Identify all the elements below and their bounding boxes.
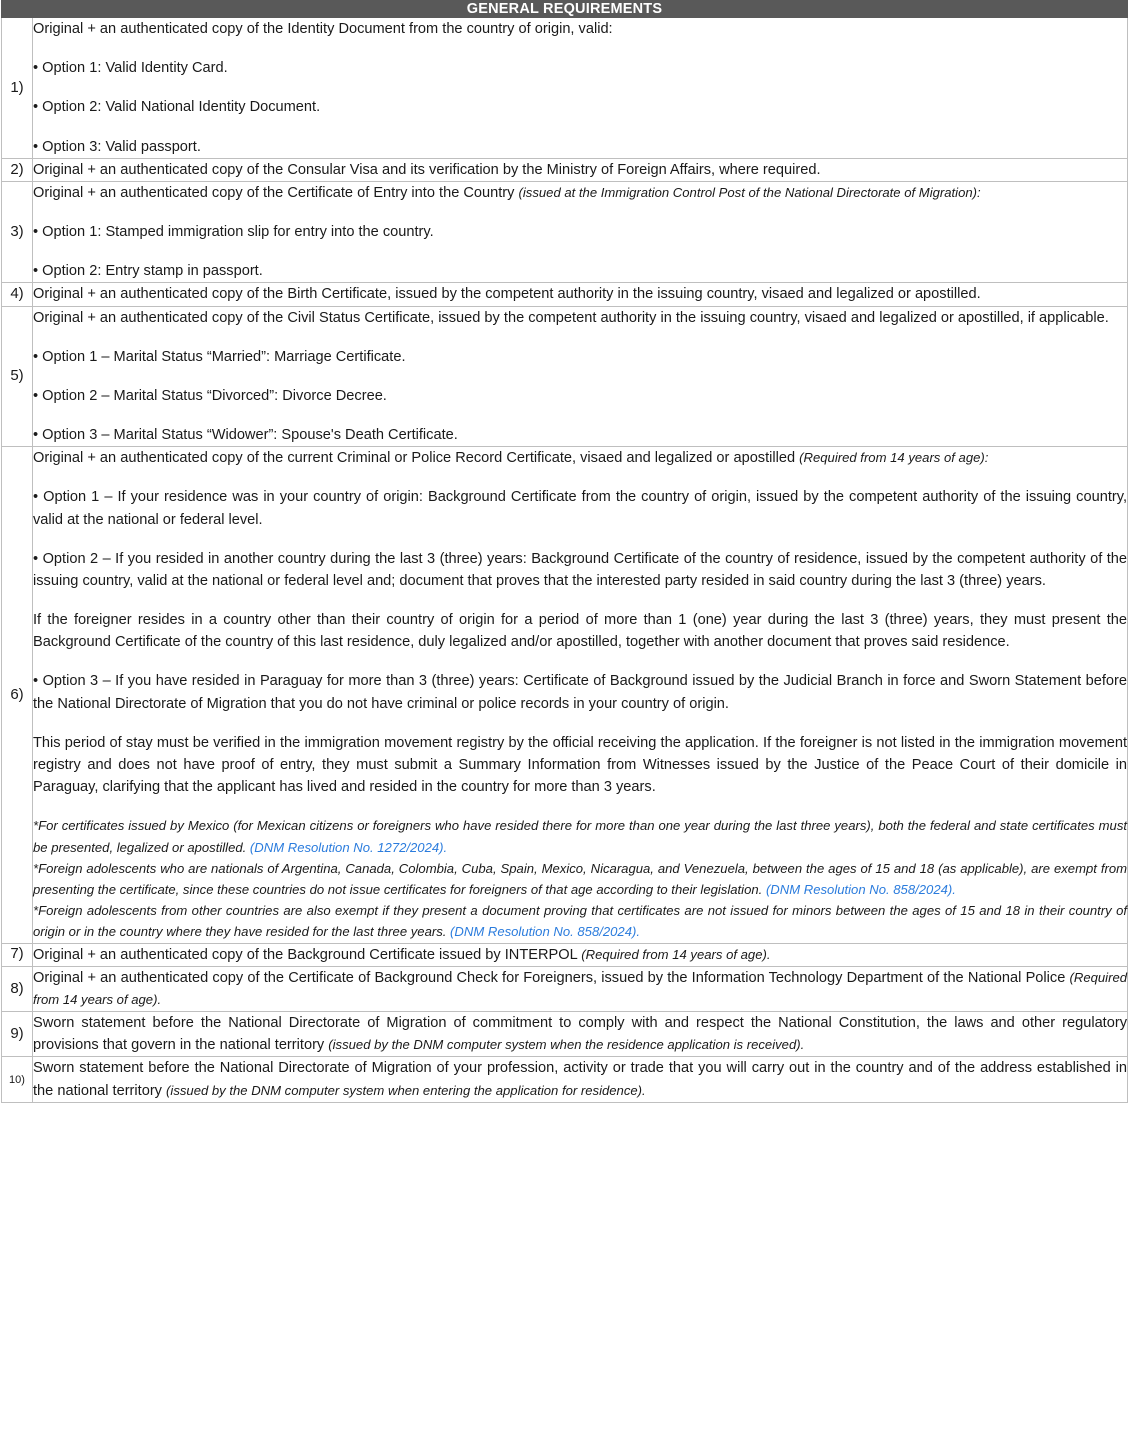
row-number: 4) xyxy=(2,283,33,306)
row-content xyxy=(33,306,1128,447)
table-title: GENERAL REQUIREMENTS xyxy=(2,1,1128,18)
paragraph-text: • Option 2 – Marital Status “Divorced”: Divorce Decree. xyxy=(33,387,387,404)
row-number: 9) xyxy=(2,1012,33,1057)
requirement-paragraph xyxy=(33,944,1127,966)
paragraph-text: • Option 1 – If your residence was in your country of origin: Background Certificate from the country of origin, issued by the competent authority of the issuing country, valid at the national or federal level. xyxy=(33,489,1128,528)
row-number: 1) xyxy=(2,18,33,159)
requirement-paragraph xyxy=(33,283,1127,305)
requirement-paragraph xyxy=(33,609,1127,653)
requirement-paragraph xyxy=(33,486,1127,530)
row-content xyxy=(33,447,1128,943)
row-content xyxy=(33,1057,1128,1102)
paragraph-text: • Option 3 – Marital Status “Widower”: Spouse's Death Certificate. xyxy=(33,427,458,444)
row-content xyxy=(33,18,1128,159)
footnote xyxy=(33,858,1127,900)
footnote-text: *For certificates issued by Mexico (for Mexican citizens or foreigners who have resided there for more than one year during the last three years), both the federal and state certificates must be presented, legalized or apostilled. xyxy=(33,818,1128,855)
footnote-text: *Foreign adolescents from other countries are also exempt if they present a document proving that certificates are not issued for minors between the ages of 15 and 18 in their country of origin or in the country where they have resided for the last three years. xyxy=(33,903,1128,940)
resolution-link[interactable]: (DNM Resolution No. 1272/2024). xyxy=(249,839,448,855)
footnote xyxy=(33,900,1127,942)
requirements-table xyxy=(1,0,1128,1103)
paragraph-text: • Option 2: Entry stamp in passport. xyxy=(33,263,263,280)
table-row xyxy=(2,1012,1128,1057)
row-content xyxy=(33,943,1128,966)
paragraph-text: Original + an authenticated copy of the current Criminal or Police Record Certificate, visaed and legalized or apostilled xyxy=(33,450,800,467)
requirement-paragraph xyxy=(33,670,1127,714)
table-row xyxy=(2,181,1128,283)
paragraph-text: • Option 2: Valid National Identity Document. xyxy=(33,99,321,116)
table-row xyxy=(2,306,1128,447)
requirement-paragraph xyxy=(33,1012,1127,1056)
requirement-paragraph xyxy=(33,221,1127,243)
row-content xyxy=(33,181,1128,283)
requirement-paragraph xyxy=(33,1057,1127,1101)
paragraph-note: (issued at the Immigration Control Post of the National Directorate of Migration): xyxy=(518,184,981,200)
paragraph-text: • Option 1 – Marital Status “Married”: Marriage Certificate. xyxy=(33,348,406,365)
row-number: 5) xyxy=(2,306,33,447)
row-number: 2) xyxy=(2,158,33,181)
paragraph-note: (Required from 14 years of age). xyxy=(581,946,771,962)
resolution-link[interactable]: (DNM Resolution No. 858/2024). xyxy=(450,924,640,940)
table-row xyxy=(2,283,1128,306)
table-row xyxy=(2,447,1128,943)
row-content xyxy=(33,1012,1128,1057)
requirement-paragraph xyxy=(33,18,1127,40)
table-row xyxy=(2,18,1128,159)
requirement-paragraph xyxy=(33,967,1127,1011)
row-content xyxy=(33,966,1128,1011)
row-content xyxy=(33,158,1128,181)
paragraph-text: Original + an authenticated copy of the Certificate of Background Check for Foreigners, issued by the Information Technology Department of the National Police xyxy=(33,969,1070,986)
paragraph-text: Original + an authenticated copy of the Background Certificate issued by INTERPOL xyxy=(33,946,582,963)
row-number: 8) xyxy=(2,966,33,1011)
paragraph-note: (issued by the DNM computer system when the residence application is received). xyxy=(328,1037,805,1053)
paragraph-note: (Required from 14 years of age). xyxy=(33,969,1128,1007)
requirement-paragraph xyxy=(33,447,1127,469)
paragraph-text: • Option 3: Valid passport. xyxy=(33,138,201,155)
paragraph-text: Sworn statement before the National Directorate of Migration of your profession, activity or trade that you will carry out in the country and of the address established in the national territory xyxy=(33,1060,1128,1099)
requirement-paragraph xyxy=(33,346,1127,368)
row-number: 7) xyxy=(2,943,33,966)
requirement-paragraph xyxy=(33,307,1127,329)
paragraph-text: If the foreigner resides in a country other than their country of origin for a period of more than 1 (one) year during the last 3 (three) years, they must present the Background Certificate of the country of this last residence, duly legalized and/or apostilled, together with another document that proves said residence. xyxy=(33,612,1128,651)
paragraph-text: Original + an authenticated copy of the Identity Document from the country of origin, valid: xyxy=(33,21,613,37)
requirement-paragraph xyxy=(33,732,1127,799)
paragraph-text: Original + an authenticated copy of the Certificate of Entry into the Country xyxy=(33,184,519,201)
footnotes-block xyxy=(33,815,1127,942)
paragraph-text: Sworn statement before the National Directorate of Migration of commitment to comply with and respect the National Constitution, the laws and other regulatory provisions that govern in the national territory xyxy=(33,1015,1128,1054)
paragraph-text: Original + an authenticated copy of the Birth Certificate, issued by the competent authority in the issuing country, visaed and legalized or apostilled. xyxy=(33,286,981,303)
requirement-paragraph xyxy=(33,548,1127,592)
table-row xyxy=(2,158,1128,181)
table-row xyxy=(2,1057,1128,1102)
paragraph-text: • Option 1: Stamped immigration slip for entry into the country. xyxy=(33,224,434,241)
paragraph-text: • Option 1: Valid Identity Card. xyxy=(33,60,228,77)
table-row xyxy=(2,943,1128,966)
table-header-row xyxy=(2,1,1128,18)
paragraph-note: (issued by the DNM computer system when entering the application for residence). xyxy=(166,1082,646,1098)
paragraph-note: (Required from 14 years of age): xyxy=(799,450,989,466)
paragraph-text: • Option 2 – If you resided in another country during the last 3 (three) years: Background Certificate of the country of residence, issued by the competent authority of the issuing country, valid at the national or federal level and; document that proves that the interested party resided in said country during the last 3 (three) years. xyxy=(33,550,1128,589)
requirement-paragraph xyxy=(33,260,1127,282)
paragraph-text: Original + an authenticated copy of the Civil Status Certificate, issued by the competent authority in the issuing country, visaed and legalized or apostilled, if applicable. xyxy=(33,309,1109,326)
requirement-paragraph xyxy=(33,57,1127,79)
requirement-paragraph xyxy=(33,424,1127,446)
requirement-paragraph xyxy=(33,136,1127,158)
requirement-paragraph xyxy=(33,182,1127,204)
paragraph-text: Original + an authenticated copy of the Consular Visa and its verification by the Ministry of Foreign Affairs, where required. xyxy=(33,161,821,178)
row-number: 6) xyxy=(2,447,33,943)
row-number: 10) xyxy=(2,1057,33,1102)
paragraph-text: • Option 3 – If you have resided in Paraguay for more than 3 (three) years: Certificate of Background issued by the Judicial Branch in force and Sworn Statement before the National Directorate of Migration that you do not have criminal or police records in your country of origin. xyxy=(33,673,1128,712)
requirement-paragraph xyxy=(33,159,1127,181)
requirement-paragraph xyxy=(33,96,1127,118)
resolution-link[interactable]: (DNM Resolution No. 858/2024). xyxy=(765,881,956,897)
requirement-paragraph xyxy=(33,385,1127,407)
row-content xyxy=(33,283,1128,306)
table-row xyxy=(2,966,1128,1011)
table-body xyxy=(2,18,1128,1103)
row-number: 3) xyxy=(2,181,33,283)
footnote-text: *Foreign adolescents who are nationals of Argentina, Canada, Colombia, Cuba, Spain, Mexico, Nicaragua, and Venezuela, between the ages of 15 and 18 (as applicable), are exempt from presenting the certificate, since these countries do not issue certificates for foreigners of that age according to their legislation. xyxy=(33,860,1128,897)
paragraph-text: This period of stay must be verified in the immigration movement registry by the official receiving the application. If the foreigner is not listed in the immigration movement registry and does not have proof of entry, they must submit a Summary Information from Witnesses issued by the Justice of the Peace Court of their domicile in Paraguay, clarifying that the applicant has lived and resided in the country for more than 3 years. xyxy=(33,734,1128,796)
footnote xyxy=(33,815,1127,857)
